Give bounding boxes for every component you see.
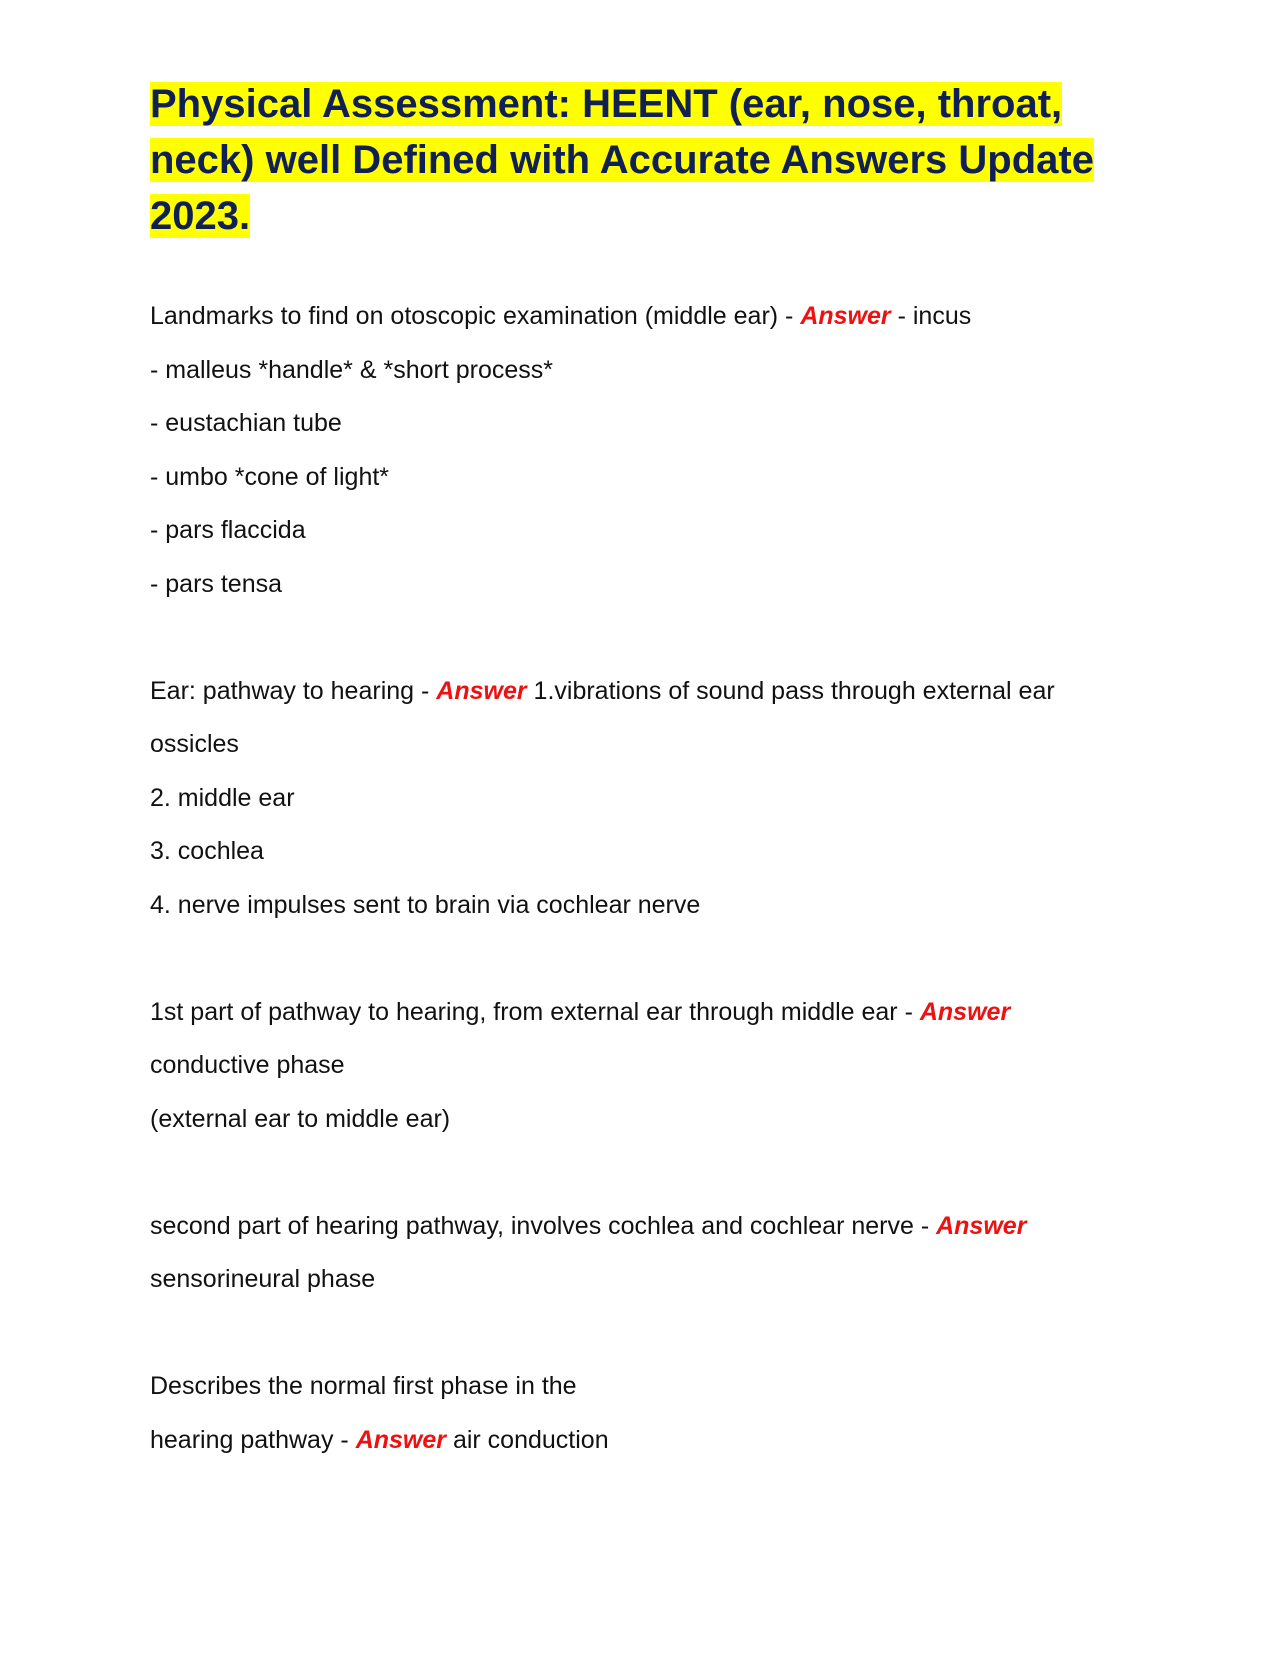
- document-body: [150, 290, 1150, 1467]
- answer-line: - eustachian tube: [150, 409, 342, 437]
- paragraph-gap: [150, 1146, 1150, 1200]
- answer-line: 3. cochlea: [150, 837, 264, 865]
- paragraph-gap: [150, 932, 1150, 986]
- answer-label: Answer: [436, 676, 527, 705]
- answer-label: Answer: [919, 997, 1011, 1026]
- answer-text: - incus: [890, 302, 972, 330]
- qa-line: [150, 290, 1150, 344]
- answer-line: - pars flaccida: [150, 516, 306, 544]
- answer-line: - malleus *handle* & *short process*: [150, 355, 553, 384]
- answer-line: 4. nerve impulses sent to brain via cochlear nerve: [150, 890, 701, 919]
- answer-label: Answer: [936, 1211, 1027, 1240]
- answer-line: - umbo *cone of light*: [150, 462, 390, 491]
- question-text: hearing pathway -: [150, 1425, 356, 1454]
- question-text: Landmarks to find on otoscopic examination (middle ear) -: [150, 302, 801, 330]
- answer-line: conductive phase: [150, 1051, 345, 1079]
- document-title: [150, 76, 1110, 244]
- answer-text: 1.vibrations of sound pass through external ear: [526, 676, 1055, 705]
- answer-line: 2. middle ear: [150, 783, 295, 812]
- answer-label: Answer: [800, 302, 891, 330]
- paragraph-gap: [150, 611, 1150, 665]
- question-text: Ear: pathway to hearing -: [150, 676, 437, 705]
- qa-line: [150, 665, 1150, 719]
- question-line: Describes the normal first phase in the: [150, 1372, 577, 1400]
- question-text: second part of hearing pathway, involves cochlea and cochlear nerve -: [150, 1211, 937, 1240]
- paragraph-gap: [150, 1307, 1150, 1361]
- qa-line: [150, 986, 1150, 1040]
- qa-line: [150, 1200, 1150, 1254]
- answer-line: (external ear to middle ear): [150, 1104, 451, 1133]
- answer-line: - pars tensa: [150, 569, 283, 598]
- title-highlight: Physical Assessment: HEENT (ear, nose, throat, neck) well Defined with Accurate Answers Update 2023.: [150, 82, 1094, 238]
- answer-text: air conduction: [446, 1425, 609, 1454]
- question-text: 1st part of pathway to hearing, from external ear through middle ear -: [150, 997, 920, 1026]
- answer-line: ossicles: [150, 730, 239, 758]
- answer-line: sensorineural phase: [150, 1265, 376, 1293]
- answer-label: Answer: [355, 1425, 446, 1454]
- qa-line: [150, 1414, 1150, 1468]
